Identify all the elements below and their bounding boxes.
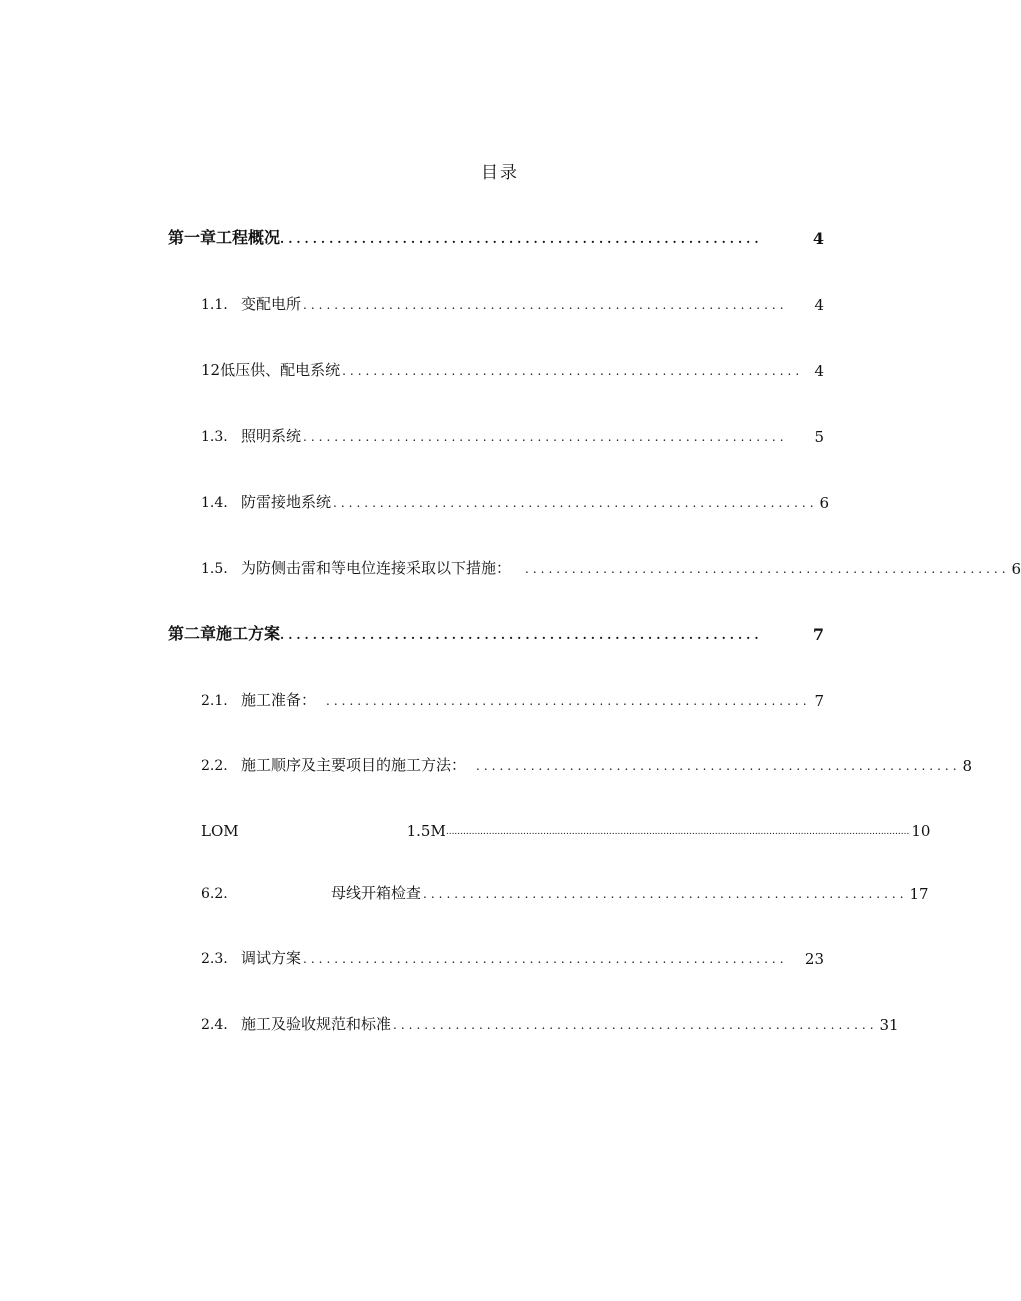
- toc-leader-dots: ..................................................................................................................................................................: [445, 827, 910, 837]
- toc-entry-text: 施工及验收规范和标准: [241, 1015, 392, 1033]
- toc-entry-text: 施工准备：: [241, 691, 317, 709]
- toc-entry-label: [201, 689, 316, 710]
- toc-entry-text: 照明系统: [241, 427, 302, 445]
- toc-leader-dots: ...........................................................: [280, 628, 763, 642]
- toc-entry-number: 2.4.: [201, 1017, 228, 1033]
- toc-entry-text: 1.5M: [406, 822, 446, 840]
- toc-entry-number: 1.3.: [201, 429, 228, 445]
- toc-page-number: 4: [814, 362, 824, 380]
- toc-entry-number: 1.5.: [201, 561, 228, 577]
- toc-leader-dots: ..............................................................: [303, 298, 788, 312]
- toc-leader-dots: ..............................................................: [423, 887, 908, 901]
- toc-entry-text: 第一章工程概况: [168, 228, 281, 247]
- toc-leader-dots: ..............................................................: [333, 496, 818, 510]
- toc-entry-1-2[interactable]: [201, 356, 824, 380]
- toc-leader-dots: ...........................................................: [342, 364, 804, 378]
- toc-leader-dots: ..............................................................: [303, 952, 788, 966]
- toc-entry-label: [201, 491, 331, 512]
- toc-page-number: 17: [909, 885, 929, 903]
- toc-page-number: 10: [911, 822, 931, 840]
- toc-entry-number: 2.2.: [201, 758, 228, 774]
- toc-page-number: 4: [812, 229, 824, 248]
- toc-entry-1-4[interactable]: [201, 488, 830, 512]
- toc-leader-dots: ..............................................................: [326, 694, 811, 708]
- toc-entry-1-1[interactable]: [201, 290, 824, 314]
- toc-entry-number: 1.1.: [201, 297, 228, 313]
- toc-entry-text: 第二章施工方案: [168, 624, 281, 643]
- toc-entry-2-2[interactable]: [201, 751, 973, 775]
- toc-page-number: 8: [962, 757, 973, 775]
- toc-entry-6-2[interactable]: [201, 879, 929, 903]
- toc-leader-dots: ...........................................................: [280, 232, 763, 246]
- toc-entry-chapter-2[interactable]: [168, 620, 824, 644]
- toc-entry-label: [201, 425, 301, 446]
- toc-page-number: 4: [814, 296, 824, 314]
- toc-entry-label: [201, 882, 421, 903]
- toc-leader-dots: ..............................................................: [303, 430, 788, 444]
- toc-title: 目录: [481, 163, 519, 183]
- toc-entry-label: [201, 557, 511, 578]
- toc-entry-2-4[interactable]: [201, 1010, 899, 1034]
- toc-entry-text: 为防侧击雷和等电位连接采取以下措施：: [241, 559, 512, 577]
- toc-entry-label: [201, 293, 301, 314]
- toc-entry-number: LOM: [201, 822, 239, 840]
- toc-entry-number: 6.2.: [201, 886, 228, 902]
- toc-page-number: 7: [814, 692, 824, 710]
- toc-page-number: 5: [814, 428, 824, 446]
- toc-entry-number: 2.1.: [201, 693, 228, 709]
- toc-page-number: 7: [812, 625, 824, 644]
- toc-entry-text: 母线开箱检查: [331, 884, 422, 902]
- toc-page-number: 6: [1011, 560, 1021, 578]
- toc-entry-1-5[interactable]: [201, 554, 1021, 578]
- toc-entry-1-3[interactable]: [201, 422, 824, 446]
- toc-entry-label: [201, 822, 446, 840]
- toc-entry-number: 1.4.: [201, 495, 228, 511]
- toc-entry-text: 变配电所: [241, 295, 302, 313]
- toc-page-number: 31: [879, 1016, 899, 1034]
- toc-entry-lom[interactable]: [201, 816, 931, 840]
- toc-entry-text: 防雷接地系统: [241, 493, 332, 511]
- toc-entry-label: [201, 1013, 391, 1034]
- toc-entry-chapter-1[interactable]: [168, 224, 824, 248]
- toc-entry-label: [201, 754, 466, 775]
- toc-page-number: 6: [819, 494, 830, 512]
- toc-page-number: 23: [804, 950, 824, 968]
- toc-entry-number: 2.3.: [201, 951, 228, 967]
- toc-entry-text: 12低压供、配电系统: [201, 361, 341, 379]
- toc-leader-dots: ..............................................................: [393, 1018, 878, 1032]
- toc-entry-2-3[interactable]: [201, 944, 824, 968]
- toc-leader-dots: ..............................................................: [476, 759, 961, 773]
- toc-entry-label: [201, 947, 301, 968]
- toc-entry-2-1[interactable]: [201, 686, 824, 710]
- toc-entry-text: 施工顺序及主要项目的施工方法：: [241, 756, 467, 774]
- toc-entry-text: 调试方案: [241, 949, 302, 967]
- toc-leader-dots: ..............................................................: [525, 562, 1010, 576]
